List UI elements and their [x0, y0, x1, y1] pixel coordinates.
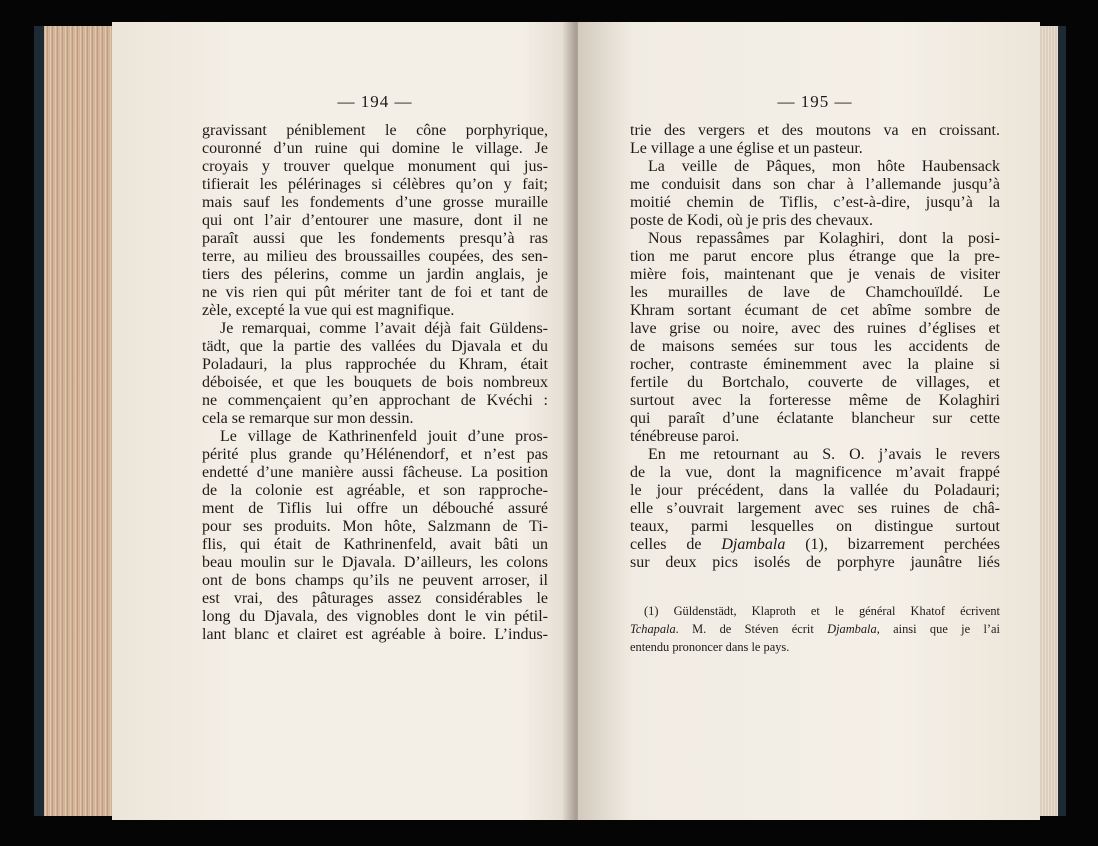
text-line: En me retournant au S. O. j’avais le revers: [648, 446, 1000, 463]
text-line: me conduisit dans son char à l’allemande jusqu’à: [630, 176, 1000, 193]
text-line: tion me parut encore plus étrange que la pre-: [630, 248, 1000, 265]
text-line: le jour précédent, dans la vallée du Poladauri;: [630, 482, 1000, 499]
text-line: lant blanc et clairet est agréable à boire. L’indus-: [202, 626, 548, 643]
open-book: [34, 22, 1066, 822]
text-line: Le village a une église et un pasteur.: [630, 140, 863, 157]
text-line: trie des vergers et des moutons va en croissant.: [630, 122, 1000, 139]
text-line: beau moulin sur le Djavala. D’ailleurs, les colons: [202, 554, 548, 571]
text-line: rocher, contraste éminemment avec la plaine si: [630, 356, 1000, 373]
text-line: elle s’ouvrait largement avec ses ruines de châ-: [630, 500, 1000, 517]
text-line: paraît aussi que les fondements presqu’à ras: [202, 230, 548, 247]
left-page: [112, 22, 596, 820]
text-line: lave grise ou noire, avec des ruines d’églises et: [630, 320, 1000, 337]
text-line: de maisons semées sur tous les accidents de: [630, 338, 1000, 355]
text-line: moitié chemin de Tiflis, c’est-à-dire, jusqu’à la: [630, 194, 1000, 211]
text-line: ment de Tiflis lui offre un débouché assuré: [202, 500, 548, 517]
footnote: [630, 602, 1000, 656]
text-line: fertile du Bortchalo, couverte de villages, et: [630, 374, 1000, 391]
text-line: teaux, parmi lesquelles on distingue surtout: [630, 518, 1000, 535]
text-line: surtout avec la forteresse même de Kolaghiri: [630, 392, 1000, 409]
text-line: endetté d’une manière aussi fâcheuse. La position: [202, 464, 548, 481]
text-line: de la colonie est agréable, et son rapproche-: [202, 482, 548, 499]
text-line: les murailles de lave de Chamchouïldé. Le: [630, 284, 1000, 301]
text-line: croyais y trouver quelque monument qui jus-: [202, 158, 548, 175]
text-line: ont de bons champs qu’ils ne peuvent arroser, il: [202, 572, 548, 589]
text-line: est vrai, des pâturages assez considérables le: [202, 590, 548, 607]
left-page-edges: [34, 26, 124, 816]
text-line: tiers des pélerins, comme un jardin anglais, je: [202, 266, 548, 283]
text-line: celles de Djambala (1), bizarrement perchées: [630, 536, 1000, 553]
text-line: ne vis rien qui pût mériter tant de foi et tant de: [202, 284, 548, 301]
text-line: mière fois, maintenant que je venais de visiter: [630, 266, 1000, 283]
text-line: couronné d’un ruine qui domine le village. Je: [202, 140, 548, 157]
left-page-text: [202, 122, 548, 644]
text-line: Khram sortant écumant de cet abîme sombre de: [630, 302, 1000, 319]
right-page-number: — 195 —: [777, 92, 853, 111]
text-line: tifierait les pélérinages si célèbres qu’on y fait;: [202, 176, 548, 193]
text-line: Poladauri, la plus rapprochée du Khram, était: [202, 356, 548, 373]
text-line: ne commençaient qu’en approchant de Kvéchi :: [202, 392, 548, 409]
text-line: Je remarquai, comme l’avait déjà fait Güldens-: [220, 320, 548, 337]
text-line: terre, au milieu des broussailles coupées, des sen-: [202, 248, 548, 265]
text-line: Nous repassâmes par Kolaghiri, dont la posi-: [648, 230, 1000, 247]
left-page-number: — 194 —: [337, 92, 413, 111]
footnote-line: Tchapala. M. de Stéven écrit Djambala, ainsi que je l’ai: [630, 622, 1000, 636]
text-line: de la vue, dont la magnificence m’avait frappé: [630, 464, 1000, 481]
text-line: qui paraît d’une éclatante blancheur sur cette: [630, 410, 1000, 427]
text-line: mais sauf les fondements d’une grosse muraille: [202, 194, 548, 211]
text-line: Le village de Kathrinenfeld jouit d’une pros-: [220, 428, 548, 445]
text-line: pour ses produits. Mon hôte, Salzmann de Ti-: [202, 518, 548, 535]
text-line: poste de Kodi, où je pris des chevaux.: [630, 212, 874, 229]
text-line: tädt, que la partie des vallées du Djavala et du: [202, 338, 548, 355]
text-line: sur deux pics isolés de porphyre jaunâtre liés: [630, 554, 1000, 571]
text-line: périté plus grande qu’Hélénendorf, et n’est pas: [202, 446, 548, 463]
text-line: La veille de Pâques, mon hôte Haubensack: [648, 158, 1000, 175]
right-page: [578, 22, 1040, 820]
text-line: long du Djavala, des vignobles dont le vin pétil-: [202, 608, 548, 625]
text-line: ténébreuse paroi.: [630, 428, 740, 445]
text-line: zèle, excepté la vue qui est magnifique.: [202, 302, 455, 319]
footnote-line: entendu prononcer dans le pays.: [630, 640, 790, 654]
footnote-line: (1) Güldenstädt, Klaproth et le général Khatof écrivent: [644, 604, 1000, 618]
text-line: gravissant péniblement le cône porphyrique,: [202, 122, 548, 139]
text-line: qui ont l’air d’entourer une masure, dont il ne: [202, 212, 548, 229]
text-line: cela se remarque sur mon dessin.: [202, 410, 414, 427]
text-line: déboisée, et que les bouquets de bois nombreux: [202, 374, 548, 391]
text-line: flis, qui était de Kathrinenfeld, avait bâti un: [202, 536, 548, 553]
right-page-text: [630, 122, 1000, 572]
